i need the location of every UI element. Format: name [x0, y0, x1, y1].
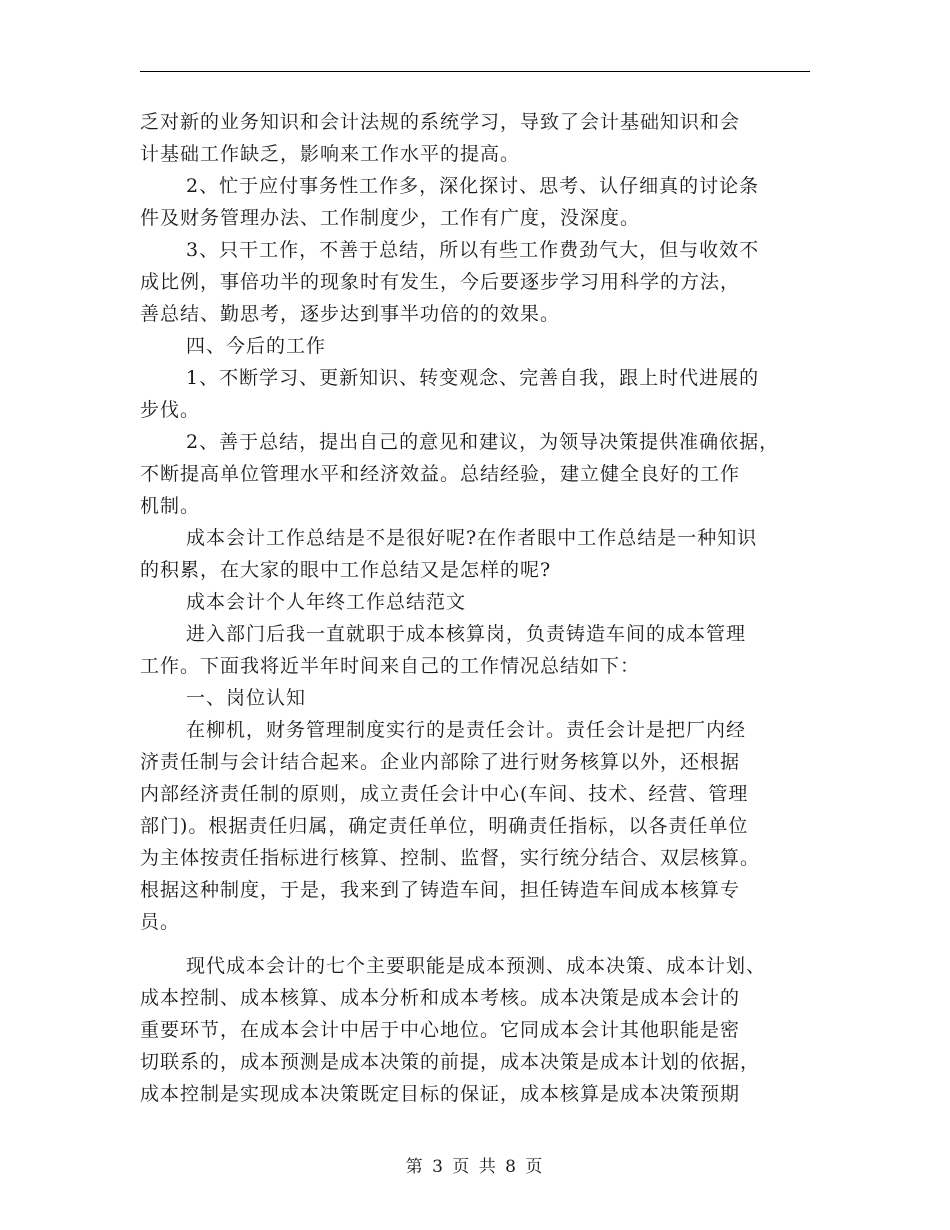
- section-heading: 四、今后的工作: [186, 335, 327, 357]
- paragraph-line: 的积累，在大家的眼中工作总结又是怎样的呢?: [140, 559, 552, 581]
- paragraph-line: 2、忙于应付事务性工作多，深化探讨、思考、认仔细真的讨论条: [186, 175, 760, 197]
- paragraph-line: 善总结、勤思考，逐步达到事半功倍的的效果。: [140, 303, 561, 325]
- article-title: 成本会计个人年终工作总结范文: [186, 591, 467, 613]
- paragraph-line: 进入部门后我一直就职于成本核算岗，负责铸造车间的成本管理: [186, 623, 747, 645]
- paragraph-line: 2、善于总结，提出自己的意见和建议，为领导决策提供准确依据，: [186, 431, 780, 453]
- page-number-footer: 第 3 页 共 8 页: [405, 1157, 545, 1177]
- paragraph-line: 不断提高单位管理水平和经济效益。总结经验，建立健全良好的工作: [140, 463, 741, 485]
- paragraph-line: 工作。下面我将近半年时间来自己的工作情况总结如下：: [140, 655, 641, 677]
- paragraph-line: 3、只干工作，不善于总结，所以有些工作费劲气大，但与收效不: [186, 239, 760, 261]
- paragraph-line: 部门)。根据责任归属，确定责任单位，明确责任指标，以各责任单位: [140, 815, 749, 837]
- document-body: [140, 106, 816, 1110]
- paragraph-line: 济责任制与会计结合起来。企业内部除了进行财务核算以外，还根据: [140, 751, 741, 773]
- paragraph-line: 现代成本会计的七个主要职能是成本预测、成本决策、成本计划、: [186, 955, 767, 977]
- paragraph-line: 内部经济责任制的原则，成立责任会计中心(车间、技术、经营、管理: [140, 783, 749, 805]
- paragraph-line: 在柳机，财务管理制度实行的是责任会计。责任会计是把厂内经: [186, 719, 747, 741]
- paragraph-line: 机制。: [140, 495, 201, 517]
- header-rule: [140, 71, 810, 72]
- paragraph-line: 成比例，事倍功半的现象时有发生，今后要逐步学习用科学的方法，: [140, 271, 741, 293]
- paragraph-line: 重要环节，在成本会计中居于中心地位。它同成本会计其他职能是密: [140, 1019, 741, 1041]
- section-heading: 一、岗位认知: [186, 687, 307, 709]
- paragraph-line: 根据这种制度，于是，我来到了铸造车间，担任铸造车间成本核算专: [140, 879, 741, 901]
- paragraph-line: 计基础工作缺乏，影响来工作水平的提高。: [140, 143, 521, 165]
- paragraph-line: 乏对新的业务知识和会计法规的系统学习，导致了会计基础知识和会: [140, 111, 741, 133]
- paragraph-line: 切联系的，成本预测是成本决策的前提，成本决策是成本计划的依据，: [140, 1051, 761, 1073]
- paragraph-line: 员。: [140, 911, 181, 933]
- paragraph-line: 件及财务管理办法、工作制度少，工作有广度，没深度。: [140, 207, 641, 229]
- paragraph-line: 步伐。: [140, 399, 201, 421]
- paragraph-line: 成本控制是实现成本决策既定目标的保证，成本核算是成本决策预期: [140, 1083, 741, 1105]
- paragraph-line: 成本控制、成本核算、成本分析和成本考核。成本决策是成本会计的: [140, 987, 741, 1009]
- paragraph-line: 1、不断学习、更新知识、转变观念、完善自我，跟上时代进展的: [186, 367, 760, 389]
- paragraph-line: 成本会计工作总结是不是很好呢?在作者眼中工作总结是一种知识: [186, 527, 758, 549]
- paragraph-line: 为主体按责任指标进行核算、控制、监督，实行统分结合、双层核算。: [140, 847, 761, 869]
